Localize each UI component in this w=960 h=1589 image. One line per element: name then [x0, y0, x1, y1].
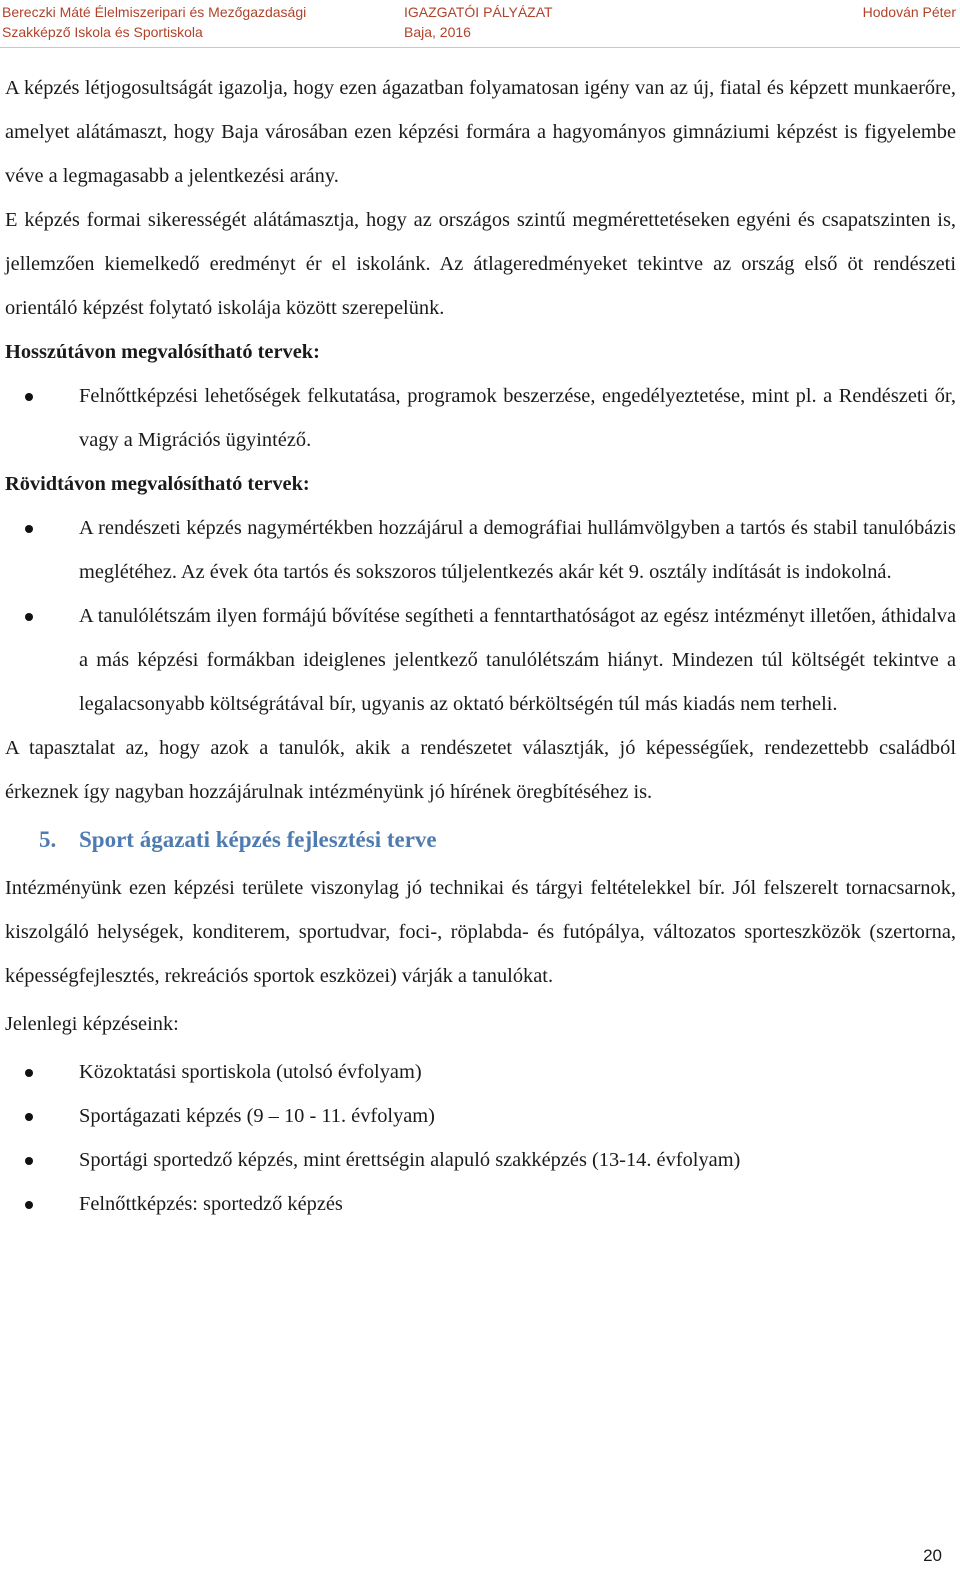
- header-author-name: Hodován Péter: [862, 4, 956, 20]
- list-item-text: Közoktatási sportiskola (utolsó évfolyam): [79, 1061, 422, 1083]
- list-item-text: Sportágazati képzés (9 – 10 - 11. évfolyam): [79, 1105, 435, 1127]
- list-item: [5, 506, 956, 594]
- section-title: [5, 818, 956, 862]
- header-school: [2, 2, 306, 42]
- bullet-icon: [25, 1157, 33, 1165]
- section-title-text: Sport ágazati képzés fejlesztési terve: [79, 827, 437, 852]
- list-item: [5, 594, 956, 726]
- list-item: [5, 374, 956, 462]
- bullet-icon: [25, 613, 33, 621]
- paragraph-justification: A képzés létjogosultságát igazolja, hogy ezen ágazatban folyamatosan igény van az új, fiatal és képzett munkaerőre, amelyet alátámaszt, hogy Baja városában ezen képzési formára a hagyományos gimnáziumi képzést is figyelembe véve a legmagasabb a jelentkezési arány.: [5, 77, 956, 187]
- list-item-text: A rendészeti képzés nagymértékben hozzájárul a demográfiai hullámvölgyben a tartós és stabil tanulóbázis meglétéhez. Az évek óta tartós és sokszoros túljelentkezés akár két 9. osztály indítását is indokolná.: [79, 517, 956, 583]
- list-item-text: Felnőttképzési lehetőségek felkutatása, programok beszerzése, engedélyeztetése, mint pl. a Rendészeti őr, vagy a Migrációs ügyintéző.: [79, 385, 956, 451]
- bullet-icon: [25, 1113, 33, 1121]
- page-number: 20: [923, 1546, 942, 1565]
- paragraph-success: E képzés formai sikerességét alátámasztja, hogy az országos szintű megmérettetéseken egyéni és csapatszinten is, jellemzően kiemelkedő eredményt ér el iskolánk. Az átlageredményeket tekintve az ország első öt rendészeti orientáló képzést folytató iskolája között szerepelünk.: [5, 209, 956, 319]
- document-body: [5, 66, 956, 1226]
- list-item: [5, 1182, 956, 1226]
- list-item: [5, 1050, 956, 1094]
- short-term-plans-list: [5, 506, 956, 726]
- list-item-text: Felnőttképzés: sportedző képzés: [79, 1193, 343, 1215]
- paragraph-sport-facilities: Intézményünk ezen képzési területe viszonylag jó technikai és tárgyi feltételekkel bír. Jól felszerelt tornacsarnok, kiszolgáló helységek, konditerem, sportudvar, foci-, röplabda- és futópálya, változatos sporteszközök (szertorna, képességfejlesztés, rekreációs sportok eszközei) várják a tanulókat.: [5, 877, 956, 987]
- bullet-icon: [25, 393, 33, 401]
- header-school-line2: Szakképző Iskola és Sportiskola: [2, 24, 203, 40]
- list-item: [5, 1094, 956, 1138]
- header-document: [404, 2, 553, 42]
- section-number: 5.: [39, 827, 57, 852]
- current-trainings-list: [5, 1050, 956, 1226]
- header-school-line1: Bereczki Máté Élelmiszeripari és Mezőgazdasági: [2, 4, 307, 20]
- long-term-plans-list: [5, 374, 956, 462]
- heading-short-term-plans: Rövidtávon megvalósítható tervek:: [5, 473, 310, 495]
- list-item-text: Sportági sportedző képzés, mint érettségin alapuló szakképzés (13-14. évfolyam): [79, 1149, 741, 1171]
- header-divider: [0, 47, 960, 48]
- paragraph-experience: A tapasztalat az, hogy azok a tanulók, akik a rendészetet választják, jó képességűek, rendezettebb családból érkeznek így nagyban hozzájárulnak intézményünk jó hírének öregbítéséhez is.: [5, 737, 956, 803]
- header-document-date: Baja, 2016: [404, 24, 471, 40]
- bullet-icon: [25, 1069, 33, 1077]
- heading-long-term-plans: Hosszútávon megvalósítható tervek:: [5, 341, 320, 363]
- current-trainings-label: Jelenlegi képzéseink:: [5, 1013, 179, 1035]
- page-header: [0, 0, 960, 50]
- bullet-icon: [25, 1201, 33, 1209]
- list-item: [5, 1138, 956, 1182]
- list-item-text: A tanulólétszám ilyen formájú bővítése segítheti a fenntarthatóságot az egész intézményt illetően, áthidalva a más képzési formákban ideiglenes jelentkező tanulólétszám hiányt. Mindezen túl költségét tekintve a legalacsonyabb költségrátával bír, ugyanis az oktató bérköltségén túl más kiadás nem terheli.: [79, 605, 956, 715]
- bullet-icon: [25, 525, 33, 533]
- header-document-title: IGAZGATÓI PÁLYÁZAT: [404, 4, 553, 20]
- header-author: [863, 2, 956, 22]
